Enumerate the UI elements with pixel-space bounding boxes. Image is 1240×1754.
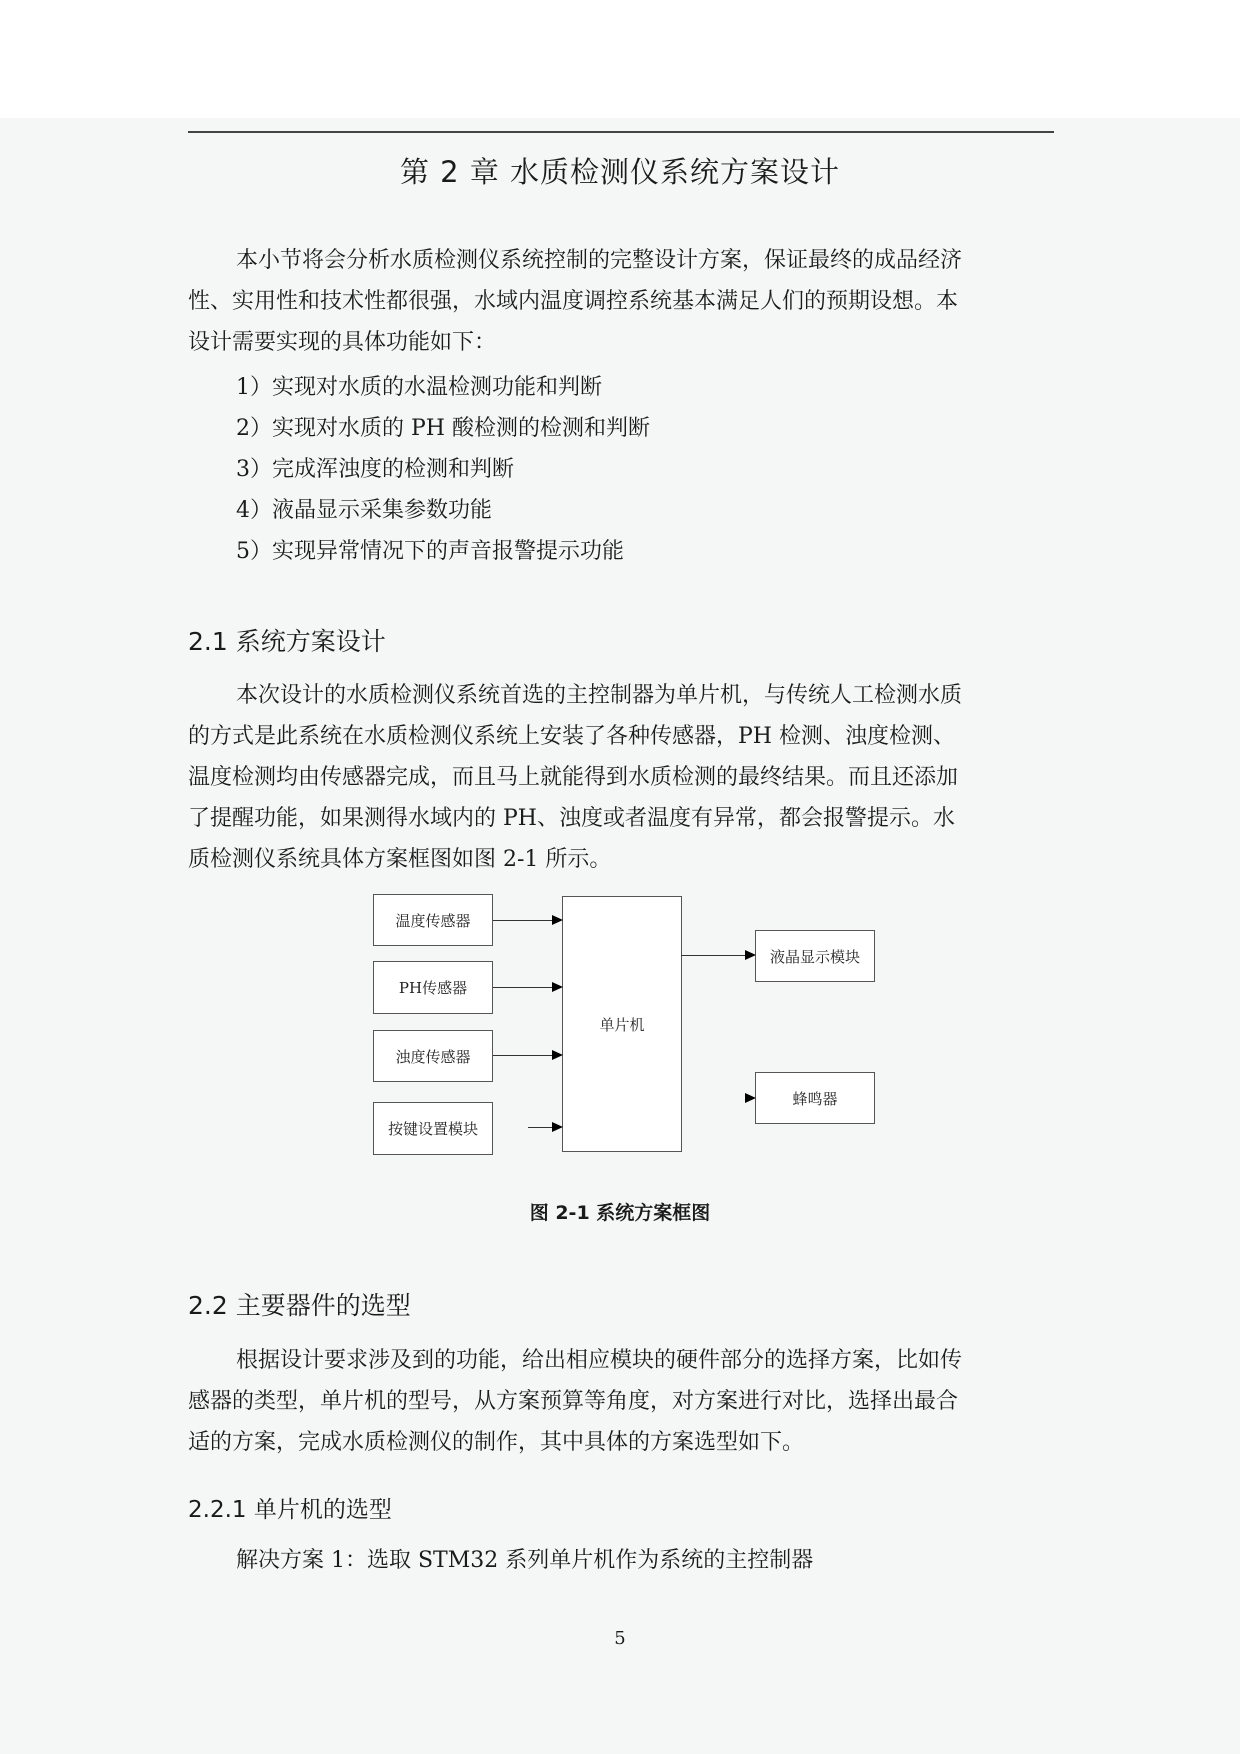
diagram-box-buzzer: 蜂鸣器 [755,1072,875,1124]
diagram-box-key-setting-module: 按键设置模块 [373,1102,493,1155]
chapter-title: 第 2 章 水质检测仪系统方案设计 [399,155,841,189]
section-2-2-paragraph [188,1340,1054,1463]
connector-line [493,920,553,921]
diagram-box-temperature-sensor: 温度传感器 [373,894,493,946]
arrow-head-icon [552,982,563,992]
function-list-item: 1）实现对水质的水温检测功能和判断 [236,375,602,400]
arrow-head-icon [552,1050,563,1060]
diagram-box-ph-sensor: PH传感器 [373,961,493,1014]
function-list-item: 3）完成浑浊度的检测和判断 [236,457,514,482]
text-line: 感器的类型，单片机的型号，从方案预算等角度，对方案进行对比，选择出最合 [188,1389,959,1414]
diagram-box-mcu: 单片机 [562,896,682,1152]
header-rule [188,131,1054,133]
connector-line [493,987,553,988]
text-line: 适的方案，完成水质检测仪的制作，其中具体的方案选型如下。 [188,1430,805,1455]
text-line: 温度检测均由传感器完成，而且马上就能得到水质检测的最终结果。而且还添加 [188,765,959,790]
arrow-head-icon [552,1122,563,1132]
intro-paragraph [188,240,1054,363]
diagram-box-lcd-module: 液晶显示模块 [755,930,875,982]
section-2-2-1-paragraph [188,1540,1054,1581]
text-line: 了提醒功能，如果测得水域内的 PH、浊度或者温度有异常，都会报警提示。水 [188,806,955,831]
text-line: 本次设计的水质检测仪系统首选的主控制器为单片机，与传统人工检测水质 [236,683,963,708]
section-2-1-paragraph [188,675,1054,880]
page-number: 5 [614,1628,626,1649]
function-list-item: 5）实现异常情况下的声音报警提示功能 [236,539,624,564]
arrow-head-icon [745,950,756,960]
arrow-head-icon [745,1093,756,1103]
text-line: 质检测仪系统具体方案框图如图 2-1 所示。 [188,847,612,872]
connector-line [493,1055,553,1056]
text-line: 根据设计要求涉及到的功能，给出相应模块的硬件部分的选择方案，比如传 [236,1348,963,1373]
section-heading-2-2: 2.2 主要器件的选型 [188,1291,411,1320]
text-line: 本小节将会分析水质检测仪系统控制的完整设计方案，保证最终的成品经济 [236,248,963,273]
text-line: 设计需要实现的具体功能如下： [188,330,497,355]
page-top-margin [0,0,1240,118]
arrow-head-icon [552,915,563,925]
text-line: 性、实用性和技术性都很强，水域内温度调控系统基本满足人们的预期设想。本 [188,289,959,314]
text-line: 的方式是此系统在水质检测仪系统上安装了各种传感器，PH 检测、浊度检测、 [188,724,955,749]
connector-line [681,955,746,956]
diagram-box-turbidity-sensor: 浊度传感器 [373,1030,493,1082]
function-list-item: 4）液晶显示采集参数功能 [236,498,492,523]
function-list-item: 2）实现对水质的 PH 酸检测的检测和判断 [236,416,650,441]
section-heading-2-1: 2.1 系统方案设计 [188,627,386,656]
connector-line [528,1127,553,1128]
figure-caption: 图 2-1 系统方案框图 [529,1202,711,1224]
section-heading-2-2-1: 2.2.1 单片机的选型 [188,1497,392,1523]
text-line: 解决方案 1：选取 STM32 系列单片机作为系统的主控制器 [236,1548,814,1573]
